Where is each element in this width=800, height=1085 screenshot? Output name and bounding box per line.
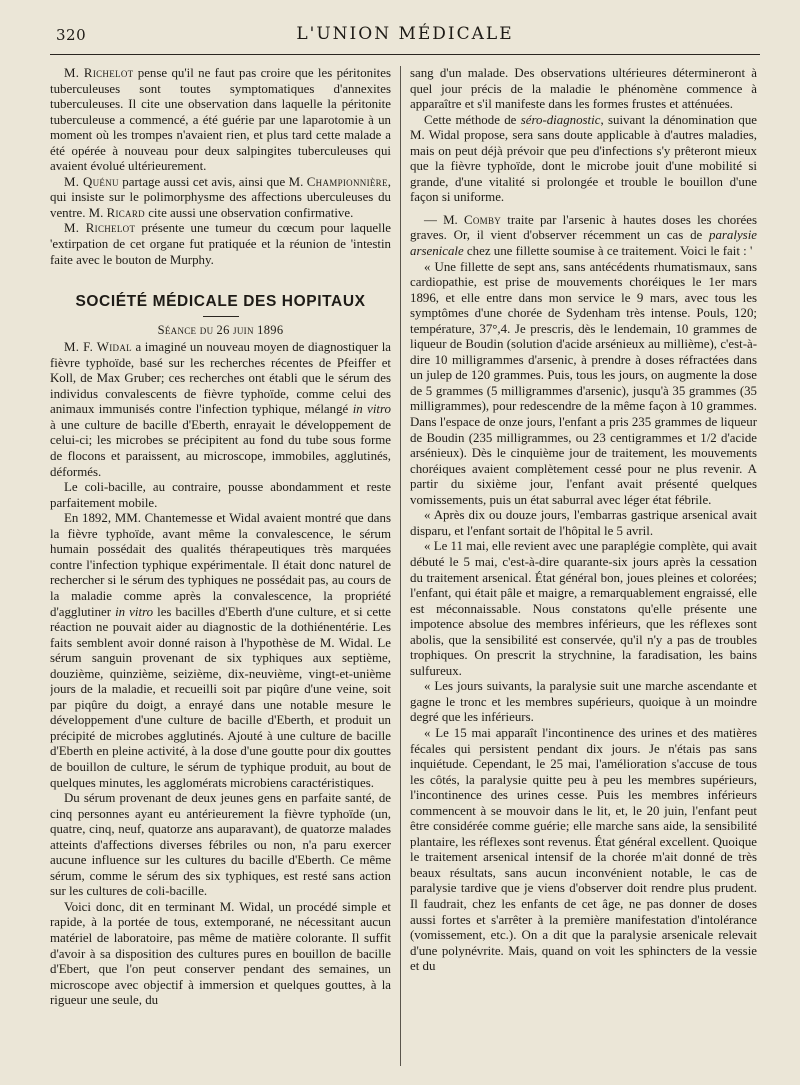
author-name: Ricard [106, 205, 145, 220]
paragraph-text: les bacilles d'Eberth d'une culture, et si cette réaction ne pouvait aider au diagnostic de la dothiénentérie. Les faits semblent avoir donné raison à l'hypothèse de M. Widal. Le sérum sanguin provenant de six typhiques aux septième, douzième, quinzième, seizième, dix-neuvième, vingt-et-unième jours de la maladie, et recueilli soit par piqûre d'une veine, soit par piqûre du doigt, a enrayé dans une notable mesure le développement d'une culture de bacille d'Eberth, et produit un précipité de microbes agglutinés. Ajouté à une culture de bacille d'Eberth en pleine activité, à la dose d'une goutte pour dix gouttes de bouillon de culture, le sérum de typhique produit, au bout de quelques minutes, les agglomérats microbiens caractéristiques. [50, 604, 391, 790]
author-name: M. Quénu [64, 174, 119, 189]
paragraph-case-ascending: « Les jours suivants, la paralysie suit une marche ascendante et gagne le tronc et les membres supérieurs, quoique à un moindre degré que les inférieurs. [410, 679, 757, 725]
author-name: M. F. Widal [64, 340, 132, 355]
paragraph-comby [410, 213, 757, 260]
header-rule [50, 54, 760, 55]
paragraph-text: cite aussi une observation confirmative. [144, 205, 354, 220]
paragraph-text: — M. [424, 212, 464, 227]
column-divider [400, 66, 401, 1066]
italic-term: paralysie arsenicale [410, 228, 757, 259]
page-number: 320 [56, 26, 87, 44]
author-name: M. Richelot [64, 221, 136, 236]
paragraph-coli-bacille: Le coli-bacille, au contraire, pousse abondamment et reste parfaitement mobile. [50, 480, 391, 510]
paragraph-text: , suivant la dénomination que M. Widal propose, sera sans doute applicable à d'autres maladies, mais on peut déjà prévoir que peu d'infections s'y prêteront mieux que la fièvre typhoïde, dont le microbe jouit d'une mobilité si grande, d'une vitalité si prolongée et trouble le bouillon d'une façon si uniforme. [410, 112, 757, 205]
paragraph-case-recovery: « Le 15 mai apparaît l'incontinence des urines et des matières fécales qui persistent pendant dix jours. Je n'étais pas sans inquiétude. Cependant, le 25 mai, l'amélioration s'accuse de tous les côtés, la paralysie quitte peu à peu les membres supérieurs, l'incontinence des urines cesse. Puis les membres inférieurs commencent à se mouvoir dans le lit, et, le 20 juin, l'enfant peut être considérée comme guérie; elle marche sans aide, la sensibilité plantaire, les réflexes sont revenus. État général excellent. Quoique le traitement arsenical intensif de la chorée m'ait donné de très beaux résultats, sans aucun inconvénient notable, le cas de paralysie tardive que je viens d'observer doit rendre plus prudent. Il faudrait, chez les enfants de cet âge, ne pas donner de doses aussi fortes et s'arrêter à la première manifestation d'intolérance (vomissement, etc.). On a dit que la paralysie arsenicale relevait d'une polynévrite. Mais, quand on voit les sphincters de la vessie et du [410, 725, 757, 974]
left-column [50, 66, 391, 1071]
paragraph-text: partage aussi cet avis, ainsi que M. [118, 174, 307, 189]
paragraph-text: En 1892, MM. Chantemesse et Widal avaient montré que dans la fièvre typhoïde, avant même la convalescence, le sérum humain possédait des qualités thérapeutiques très marquées contre l'infection typhique expérimentale. Il était donc naturel de rechercher si le sérum des typhiques ne possédait pas, au cours de la maladie comme après la convalescence, la propriété d'agglutiner [50, 511, 391, 619]
paragraph-widal-1 [50, 340, 391, 480]
paragraph-case-report: « Une fillette de sept ans, sans antécédents rhumatismaux, sans cardiopathie, est prise de mouvements choréiques le 1er mars 1896, et elle entre dans mon service le 9 mars, avec tous les symptômes d'une chorée de Sydenham très intense. Pouls, 120; température, 37°,4. Je prescris, dès le lendemain, 10 grammes de liqueur de Boudin (solution d'acide arsénieux au millième), c'est-à-dire 10 milligrammes d'arsenic, à prendre à doses réfractées dans un julep de 120 grammes. Puis, tous les jours, on augmente la dose de 5 grammes (5 milligrammes d'arsenic), jusqu'à 35 grammes (35 milligrammes), pour redescendre de la même façon à 10 grammes. Dans l'espace de onze jours, l'enfant a pris 235 grammes de liqueur de Boudin (235 milligrammes, ou 23 centigrammes et 1/2 d'acide arsénieux). Dès le cinquième jour de traitement, les mouvements choréiques avaient complètement cessé pour ne plus revenir. A partir du sixième jour, l'enfant avait présenté quelques vomissements, puis un état saburral avec léger état fébrile. [410, 259, 757, 507]
journal-title: L'UNION MÉDICALE [296, 24, 514, 44]
section-title: SOCIÉTÉ MÉDICALE DES HOPITAUX [75, 293, 366, 311]
session-label: Séance du [157, 322, 214, 337]
paragraph-quenu [50, 175, 391, 222]
paragraph-sero-diagnostic [410, 113, 757, 206]
session-date-value: 26 juin 1896 [216, 322, 284, 337]
author-name: Championnière [306, 174, 388, 189]
italic-term: séro-diagnostic [520, 112, 601, 127]
paragraph-text: Cette méthode de [424, 112, 521, 127]
paragraph-case-discharge: « Après dix ou douze jours, l'embarras gastrique arsenical avait disparu, et l'enfant sortait de l'hôpital le 5 avril. [410, 508, 757, 538]
right-column [410, 66, 757, 1071]
paragraph-text: à une culture de bacille d'Eberth, enrayait le développement de celui-ci; les microbes se précipitent au fond du tube sous forme de flocons et paraissent, au microscope, immobiles, agglutinés, déformés. [50, 417, 391, 479]
paragraph-widal-conclusion: Voici donc, dit en terminant M. Widal, un procédé simple et rapide, à la portée de tous, extemporané, ne nécessitant aucun matériel de laboratoire, pas même de matière colorante. Il suffit d'avoir à sa disposition des cultures pures en bouillon de bacille d'Ebert, que l'on peut conserver pendant des semaines, un microscope avec objectif à immersion et quelques gouttes, à la rigueur une seule, du [50, 899, 391, 1008]
paragraph-control-serum: Du sérum provenant de deux jeunes gens en parfaite santé, de cinq personnes ayant eu antérieurement la fièvre typhoïde (un, quatre, cinq, neuf, quatorze ans auparavant), de quatorze malades atteints d'affections diverses fébriles ou non, n'a paru exercer aucune influence sur les cultures du bacille d'Eberth. Ce même sérum, comme le sérum des six typhiques, est resté sans action sur les cultures de coli-bacille. [50, 791, 391, 899]
paragraph-text: traite par l'arsenic à hautes doses les chorées graves. Or, il vient d'observer récemment un cas de [410, 212, 757, 243]
section-rule [203, 316, 239, 317]
running-head [50, 22, 760, 48]
paragraph-richelot-1 [50, 66, 391, 175]
paragraph-text: , qui insiste sur le polimorphysme des affections uberculeuses du ventre. M. [50, 174, 391, 220]
session-date [50, 323, 391, 339]
paragraph-text: a imaginé un nouveau moyen de diagnostiquer la fièvre typhoïde, basé sur les recherches récentes de Pfeiffer et Koll, de Max Gruber; ces recherches ont établi que le sérum des individus convalescents de fièvre typhoïde, comme celui des animaux immunisés contre l'infection typhique, mélangé [50, 340, 391, 417]
italic-term: in vitro [115, 604, 154, 619]
paragraph-chantemesse-widal [50, 511, 391, 791]
paragraph-text: pense qu'il ne faut pas croire que les péritonites tuberculeuses sont toutes symptomatiques d'annexites tuberculeuses. Il cite une observation dans laquelle la péritonite tuberculeuse a commencé, a été guérie par une laparotomie à un moment où les trompes n'avaient rien, et plus tard cette malade a été opérée à nouveau pour deux salpingites tuberculeuses qui avaient évolué ultérieurement. [50, 66, 391, 174]
paragraph-case-paraplegia: « Le 11 mai, elle revient avec une paraplégie complète, qui avait débuté le 5 mai, c'est-à-dire quarante-six jours après la cessation du traitement arsenical. État général bon, joues pleines et colorées; l'enfant, qui était pâle et maigre, a remarquablement engraissé, elle est méconnaissable. Nous constatons qu'elle présente une impotence absolue des membres inférieurs, que les réflexes sont abolis, que la sensibilité est conservée, qu'il n'y a pas de troubles trophiques. On prescrit la strychnine, la faradisation, les bains sulfureux. [410, 539, 757, 678]
author-name: M. Richelot [64, 66, 134, 80]
paragraph-richelot-2 [50, 221, 391, 268]
author-name: Comby [463, 212, 502, 227]
paragraph-text: présente une tumeur du cœcum pour laquelle 'extirpation de cet organe fut pratiquée et la réunion de 'intestin faite avec le bouton de Murphy. [50, 221, 391, 267]
italic-term: in vitro [352, 402, 391, 417]
paragraph-text: chez une fillette soumise à ce traitement. Voici le fait : ' [463, 244, 753, 259]
paragraph-continuation: sang d'un malade. Des observations ultérieures détermineront à quel jour précis de la maladie le phénomène commence à apparaître et s'il manifeste dans les formes frustes et atténuées. [410, 66, 757, 112]
